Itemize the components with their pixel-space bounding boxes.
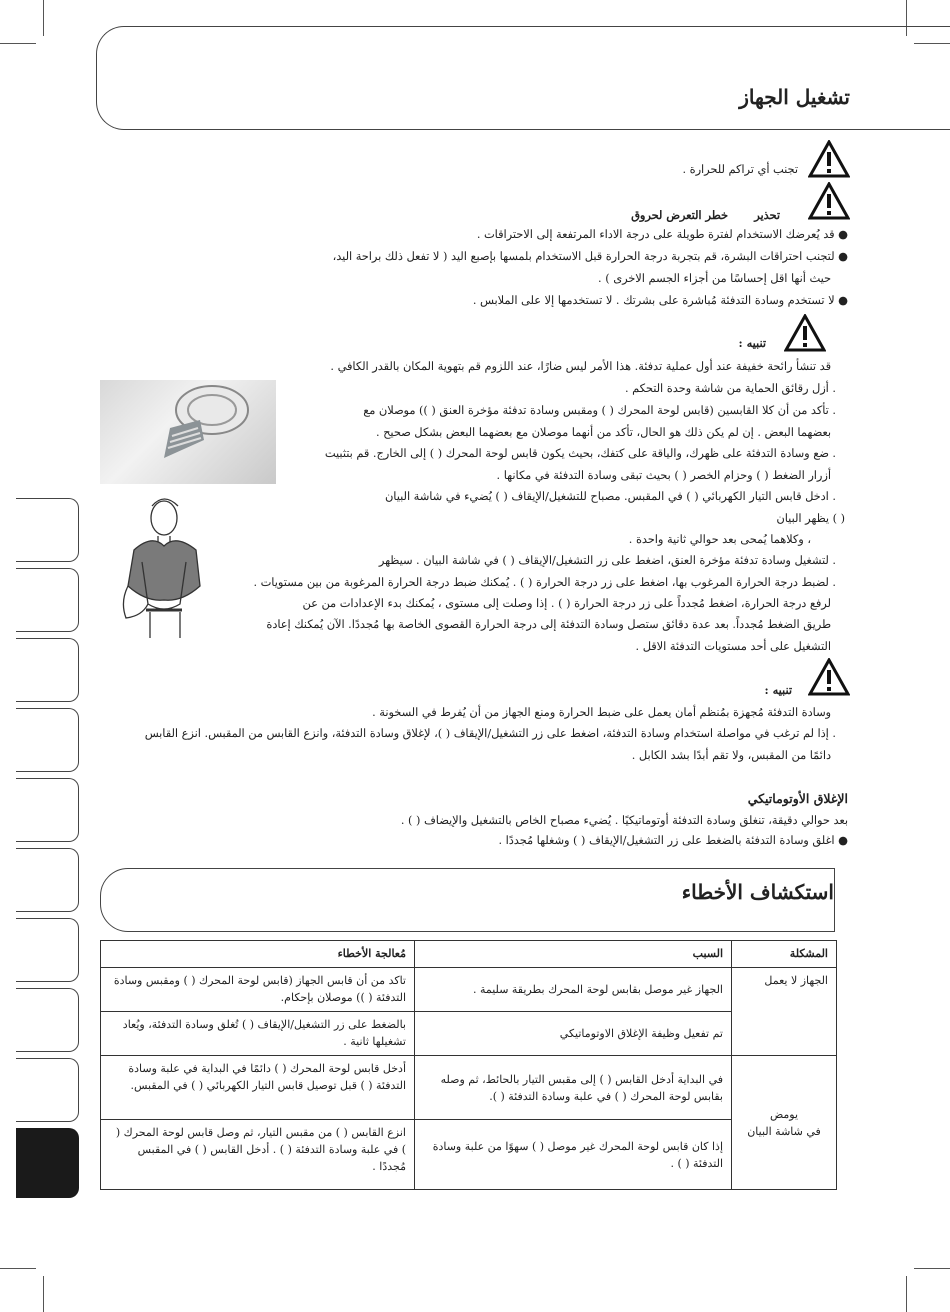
warning-icon xyxy=(808,140,850,178)
control-unit-photo xyxy=(100,380,276,484)
header-problem: المشكلة xyxy=(732,941,837,968)
bullet-item: ● لتجنب احتراقات البشرة، قم بتجربة درجة الحرارة قبل الاستخدام بلمسها بإصبع اليد ( لا تفعل ذلك براحة اليد، xyxy=(332,250,848,263)
header-solution: مُعالجة الأخطاء xyxy=(101,941,415,968)
crop-mark xyxy=(0,43,36,44)
caution-text: وسادة التدفئة مُجهزة بمُنظم أمان يعمل على ضبط الحرارة ومنع الجهاز من أن يُفرط في السخونة . xyxy=(372,706,831,719)
side-tab xyxy=(16,708,79,772)
table-row xyxy=(101,968,837,1012)
crop-mark xyxy=(914,1268,950,1269)
side-tab xyxy=(16,778,79,842)
crop-mark xyxy=(0,1268,36,1269)
cause-cell: إذا كان قابس لوحة المحرك غير موصل ( ) سهوًا من علبة وسادة التدفئة ( ) . xyxy=(415,1120,732,1190)
step-text: التشغيل على أحد مستويات التدفئة الاقل . xyxy=(635,640,831,653)
side-tab xyxy=(16,568,79,632)
step-text: لرفع درجة الحرارة، اضغط مُجدداً على زر درجة الحرارة ( ) . إذا وصلت إلى مستوى ، يُمكنك بدء الإعدادات من عن xyxy=(302,597,831,610)
bullet-text: لا تستخدم وسادة التدفئة مُباشرة على بشرتك . لا تستخدمها إلا على الملابس . xyxy=(472,294,835,307)
step-text: ، وكلاهما يُمحى بعد حوالي ثانية واحدة . xyxy=(628,533,811,546)
step-text: . لضبط درجة الحرارة المرغوب بها، اضغط على زر درجة الحرارة ( ) . يُمكنك ضبط درجة الحرارة المرغوبة من بين مستويات . xyxy=(253,576,836,589)
crop-mark xyxy=(43,0,44,36)
auto-off-text: بعد حوالي دقيقة، تنغلق وسادة التدفئة أوتوماتيكيًا . يُضيء مصباح الخاص بالتشغيل والإيضاف ( ) . xyxy=(400,814,848,827)
step-text: طريق الضغط مُجدداً. بعد عدة دقائق ستصل وسادة التدفئة إلى درجة الحرارة القصوى الخاصة بها مُجددًا. الآن يُمكنك إعادة xyxy=(266,618,831,631)
solution-cell: انزع القابس ( ) من مقبس التيار، ثم وصل قابس لوحة المحرك ( ) في علبة وسادة التدفئة ( ) . أدخل القابس ( ) في المقبس مُجددًا . xyxy=(101,1120,415,1190)
side-tab xyxy=(16,498,79,562)
step-text: بعضهما البعض . إن لم يكن ذلك هو الحال، تأكد من أنهما موصلان مع بعضهما البعض بشكل صحيح . xyxy=(375,426,831,439)
side-tab xyxy=(16,638,79,702)
page-title: تشغيل الجهاز xyxy=(739,85,850,109)
table-row xyxy=(101,1012,837,1056)
troubleshooting-title: استكشاف الأخطاء xyxy=(681,880,834,904)
step-text: ( ) يظهر البيان xyxy=(776,512,845,525)
table-row xyxy=(101,1120,837,1190)
person-wearing-pad-illustration xyxy=(112,492,208,640)
problem-cell xyxy=(732,1056,837,1190)
problem-text: في شاشة البيان xyxy=(747,1124,821,1138)
step-text: . تأكد من أن كلا القابسين (قابس لوحة المحرك ( ) ومقبس وسادة تدفئة مؤخرة العنق ( )) موصلان مع xyxy=(363,404,836,417)
side-tab xyxy=(16,918,79,982)
header-cause: السبب xyxy=(415,941,732,968)
auto-off-title: الإغلاق الأوتوماتيكي xyxy=(747,791,848,806)
bullet-text: قد يُعرضك الاستخدام لفترة طويلة على درجة الاداء المرتفعة إلى الاحتراقات . xyxy=(476,228,835,241)
bullet-text: لتجنب احتراقات البشرة، قم بتجربة درجة الحرارة قبل الاستخدام بلمسها بإصبع اليد ( لا تفعل ذلك براحة اليد، xyxy=(332,250,835,263)
cause-cell: في البداية أدخل القابس ( ) إلى مقبس التيار بالحائط، ثم وصله بقابس لوحة المحرك ( ) في علبة وسادة التدفئة ( ). xyxy=(415,1056,732,1120)
problem-text: يومض xyxy=(769,1107,799,1121)
warning-icon xyxy=(784,314,826,352)
solution-cell: تاكد من أن قابس الجهاز (قابس لوحة المحرك ( ) ومقبس وسادة التدفئة ( )) موصلان بإحكام. xyxy=(101,968,415,1012)
side-tab xyxy=(16,988,79,1052)
warning-icon xyxy=(808,658,850,696)
caution-label: تنبيه : xyxy=(764,683,792,697)
caution-label: تنبيه : xyxy=(738,336,766,350)
solution-cell: بالضغط على زر التشغيل/الإيقاف ( ) تُغلق وسادة التدفئة، ويُعاد تشغيلها ثانية . xyxy=(101,1012,415,1056)
bullet-item: ● اغلق وسادة التدفئة بالضغط على زر التشغيل/الإيقاف ( ) وشغلها مُجددًا . xyxy=(498,834,848,847)
bullet-text: اغلق وسادة التدفئة بالضغط على زر التشغيل/الإيقاف ( ) وشغلها مُجددًا . xyxy=(498,834,835,847)
step-text: . إذا لم ترغب في مواصلة استخدام وسادة التدفئة، اضغط على زر التشغيل/الإيقاف ( )، لإغلاق وسادة التدفئة، وانزع القابس من المقبس. انزع القابس xyxy=(144,727,836,740)
heat-warning: تجنب أي تراكم للحرارة . xyxy=(682,163,798,176)
cause-cell: تم تفعيل وظيفة الإغلاق الاوتوماتيكي xyxy=(415,1012,732,1056)
table-row xyxy=(101,1056,837,1120)
troubleshooting-table xyxy=(100,940,837,1190)
burn-warning-title: خطر التعرض لحروق xyxy=(631,208,728,222)
bullet-item: ● قد يُعرضك الاستخدام لفترة طويلة على درجة الاداء المرتفعة إلى الاحتراقات . xyxy=(476,228,848,241)
bullet-item: ● لا تستخدم وسادة التدفئة مُباشرة على بشرتك . لا تستخدمها إلا على الملابس . xyxy=(472,294,848,307)
table-header-row xyxy=(101,941,837,968)
step-text: . أزل رقائق الحماية من شاشة وحدة التحكم . xyxy=(624,382,836,395)
step-text: . لتشغيل وسادة تدفئة مؤخرة العنق، اضغط على زر التشغيل/الإيقاف ( ) في شاشة البيان . سيظهر xyxy=(378,554,836,567)
crop-mark xyxy=(906,1276,907,1312)
step-text: دائمًا من المقبس، ولا تقم أبدًا بشد الكابل . xyxy=(631,749,831,762)
bullet-text: حيث أنها اقل إحساسًا من أجزاء الجسم الاخرى ) . xyxy=(598,272,831,285)
step-text: أزرار الضغط ( ) وحزام الخصر ( ) بحيث تبقى وسادة التدفئة في مكانها . xyxy=(496,469,831,482)
cause-cell: الجهاز غير موصل بقابس لوحة المحرك بطريقة سليمة . xyxy=(415,968,732,1012)
connector-illustration xyxy=(100,380,276,484)
problem-cell: الجهاز لا يعمل xyxy=(732,968,837,1056)
step-text: . ادخل قابس التيار الكهربائي ( ) في المقبس. مصباح للتشغيل/الإيقاف ( ) يُضيء في شاشة البيان xyxy=(384,490,836,503)
side-tab xyxy=(16,848,79,912)
crop-mark xyxy=(43,1276,44,1312)
burn-warning-label: تحذير xyxy=(754,208,780,222)
warning-icon xyxy=(808,182,850,220)
step-text: . ضع وسادة التدفئة على ظهرك، والياقة على كتفك، بحيث يكون قابس لوحة المحرك ( ) إلى الخارج. قم بتثبيت xyxy=(324,447,836,460)
caution-text: قد تنشأ رائحة خفيفة عند أول عملية تدفئة. هذا الأمر ليس ضارًا، عند اللزوم قم بتهوية المكان بالقدر الكافي . xyxy=(330,360,831,373)
side-tab xyxy=(16,1058,79,1122)
side-tab-active xyxy=(16,1128,79,1198)
header-frame xyxy=(96,26,950,130)
solution-cell: أدخل قابس لوحة المحرك ( ) دائمًا في البداية في علبة وسادة التدفئة ( ) قبل توصيل قابس التيار الكهربائي ( ) في المقبس. xyxy=(101,1056,415,1120)
